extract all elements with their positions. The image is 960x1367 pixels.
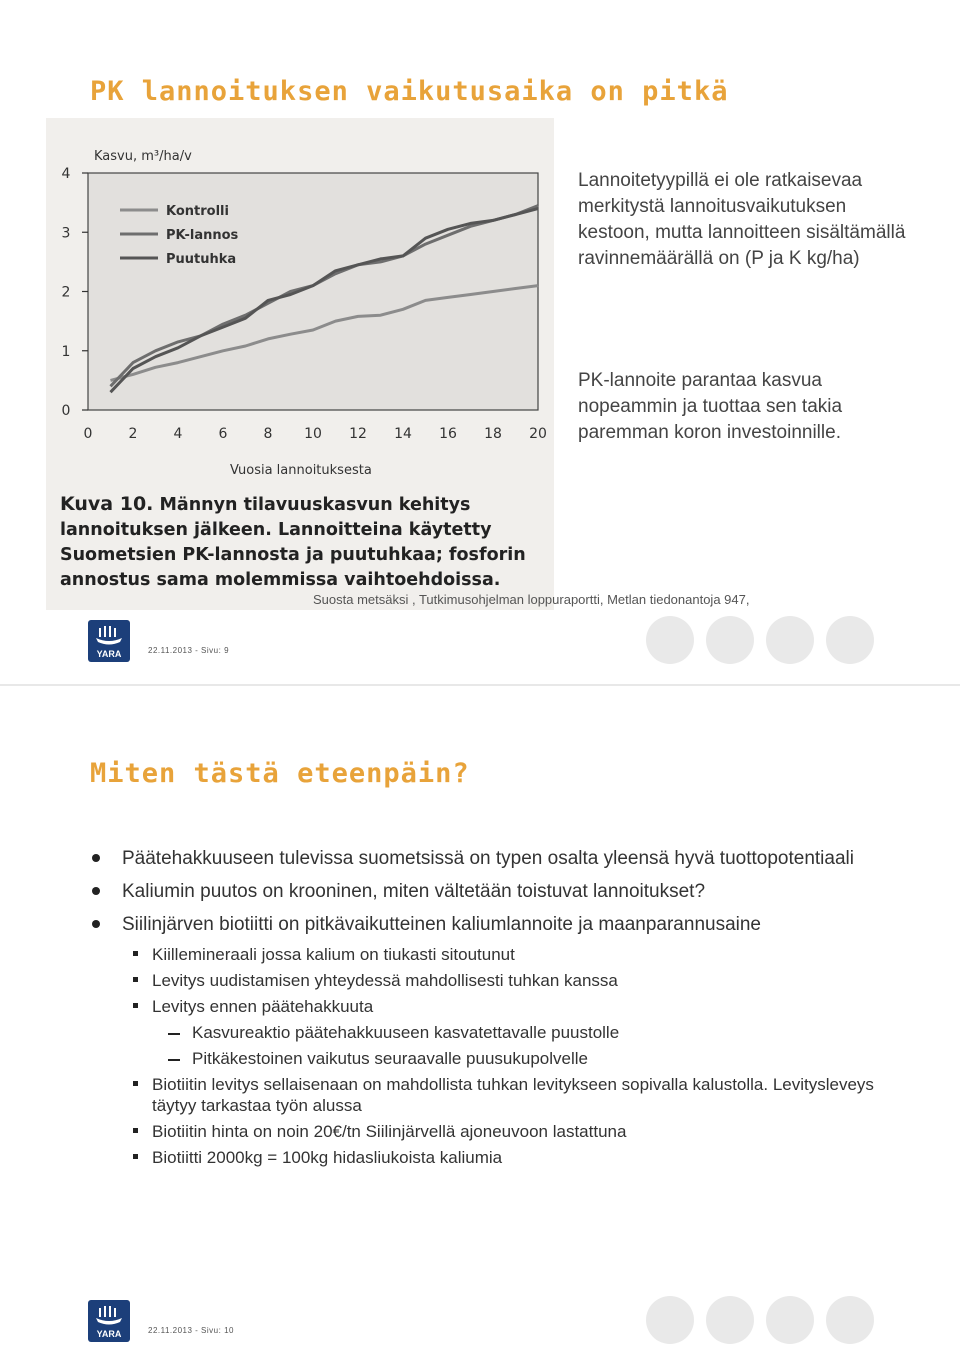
- figure-caption: [60, 492, 550, 593]
- decor-circle: [766, 1296, 814, 1344]
- slide-footer: [0, 612, 960, 672]
- legend-label: Kontrolli: [166, 204, 229, 219]
- scanned-figure: [46, 118, 554, 610]
- slide-2: [0, 690, 960, 1367]
- x-tick-label: 4: [173, 426, 183, 442]
- y-tick-label: 0: [61, 403, 71, 419]
- growth-chart: [46, 118, 554, 488]
- sub-list-item-text: Levitys ennen päätehakkuuta: [152, 997, 374, 1016]
- yara-logo: [88, 1300, 130, 1342]
- decor-circle: [706, 1296, 754, 1344]
- legend-label: Puutuhka: [166, 252, 237, 267]
- x-tick-label: 8: [263, 426, 273, 442]
- slide-title: Miten tästä eteenpäin?: [90, 758, 470, 789]
- x-tick-label: 10: [304, 426, 322, 442]
- y-tick-label: 3: [61, 225, 71, 242]
- decorative-circles: [646, 616, 876, 666]
- slide-title: PK lannoituksen vaikutusaika on pitkä: [90, 76, 729, 107]
- sub-sub-list: [152, 1022, 912, 1069]
- x-tick-label: 0: [83, 426, 93, 442]
- decor-circle: [766, 616, 814, 664]
- sub-list-item: Biotiitti 2000kg = 100kg hidasliukoista kaliumia: [122, 1147, 912, 1168]
- x-tick-label: 20: [529, 426, 547, 442]
- caption-lead: Kuva 10.: [60, 493, 154, 515]
- sub-sub-list-item: Kasvureaktio päätehakkuuseen kasvatettavalle puustolle: [152, 1022, 912, 1043]
- sub-list-item: Kiillemineraali jossa kalium on tiukasti sitoutunut: [122, 944, 912, 965]
- logo-text: YARA: [96, 649, 122, 659]
- paragraph-2: PK-lannoite parantaa kasvua nopeammin ja tuottaa sen takia paremman koron investoinnille.: [578, 370, 843, 443]
- decor-circle: [826, 616, 874, 664]
- decor-circle: [646, 1296, 694, 1344]
- caption-text: Männyn tilavuuskasvun kehitys lannoituksen jälkeen. Lannoitteina käytetty Suometsien PK-lannosta ja puutuhkaa; fosforin annostus sama molemmissa vaihtoehdoissa.: [60, 495, 526, 590]
- list-item: Kaliumin puutos on krooninen, miten vältetään toistuvat lannoitukset?: [92, 878, 912, 905]
- y-tick-label: 4: [61, 166, 71, 182]
- x-axis-label: Vuosia lannoituksesta: [230, 463, 372, 478]
- decor-circle: [826, 1296, 874, 1344]
- sub-list-item: Levitys uudistamisen yhteydessä mahdollisesti tuhkan kanssa: [122, 970, 912, 991]
- sub-list-item: Biotiitin levitys sellaisenaan on mahdollista tuhkan levitykseen sopivalla kalustolla. Levitysleveys täytyy tarkastaa työn alussa: [122, 1074, 912, 1116]
- list-item: [92, 911, 912, 1168]
- slide-footer: [0, 1292, 960, 1352]
- slide-divider: [0, 684, 960, 686]
- page-label: 22.11.2013 - Sivu: 9: [148, 646, 230, 655]
- x-tick-labels: [84, 426, 547, 442]
- bullet-list: [92, 845, 912, 1174]
- yara-logo: [88, 620, 130, 662]
- page-label: 22.11.2013 - Sivu: 10: [148, 1326, 234, 1335]
- viking-ship-icon: [88, 620, 130, 650]
- sub-sub-list-item: Pitkäkestoinen vaikutus seuraavalle puusukupolvelle: [152, 1048, 912, 1069]
- legend-label: PK-lannos: [166, 228, 239, 243]
- x-tick-label: 6: [218, 426, 228, 442]
- sub-list: [122, 944, 912, 1168]
- paragraph-1: Lannoitetyypillä ei ole ratkaisevaa merkitystä lannoitusvaikutuksen kestoon, mutta lannoitteen sisältämällä ravinnemäärällä on (P ja K kg/ha): [578, 170, 906, 269]
- decor-circle: [706, 616, 754, 664]
- decorative-circles: [646, 1296, 876, 1346]
- x-tick-label: 14: [394, 426, 412, 442]
- list-item: Päätehakkuuseen tulevissa suometsissä on typen osalta yleensä hyvä tuottopotentiaali: [92, 845, 912, 872]
- y-tick-labels: [62, 166, 88, 419]
- y-tick-label: 2: [61, 284, 71, 301]
- sub-list-item: [122, 996, 912, 1069]
- x-tick-label: 18: [484, 426, 502, 442]
- slide-1: [0, 0, 960, 680]
- x-tick-label: 12: [349, 426, 367, 442]
- sub-list-item: Biotiitin hinta on noin 20€/tn Siilinjärvellä ajoneuvoon lastattuna: [122, 1121, 912, 1142]
- decor-circle: [646, 616, 694, 664]
- viking-ship-icon: [88, 1300, 130, 1330]
- x-tick-label: 16: [439, 426, 457, 442]
- list-item-text: Siilinjärven biotiitti on pitkävaikutteinen kaliumlannoite ja maanparannusaine: [122, 914, 761, 935]
- y-tick-label: 1: [61, 343, 71, 360]
- source-citation: Suosta metsäksi , Tutkimusohjelman loppuraportti, Metlan tiedonantoja 947,: [313, 592, 750, 607]
- x-tick-label: 2: [128, 426, 138, 442]
- logo-text: YARA: [96, 1329, 122, 1339]
- y-axis-label: Kasvu, m³/ha/v: [94, 149, 192, 164]
